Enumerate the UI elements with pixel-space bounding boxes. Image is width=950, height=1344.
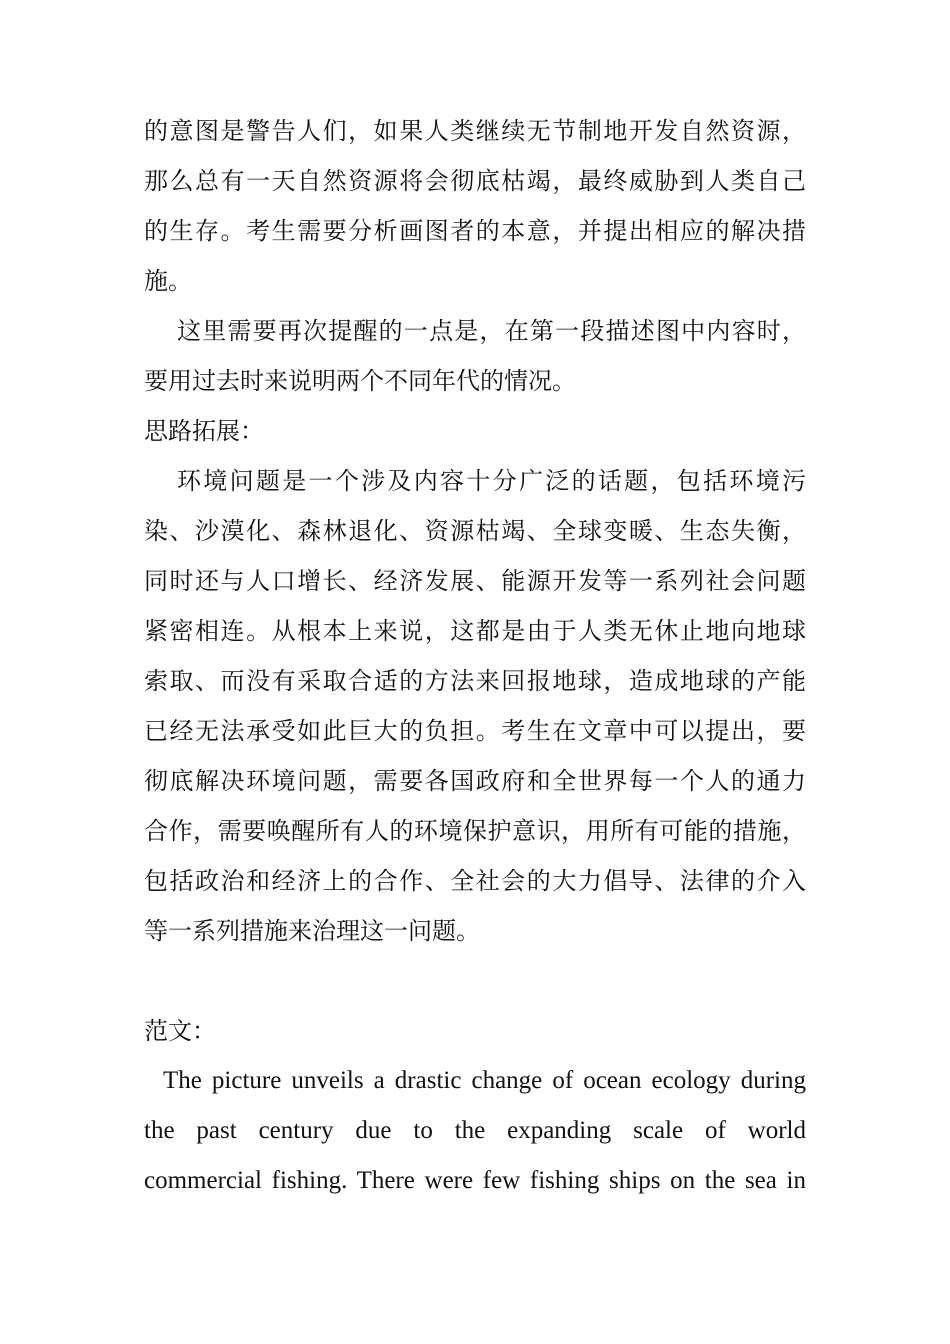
section-heading-expansion: 思路拓展： — [144, 417, 264, 445]
paragraph-line: 染、沙漠化、森林退化、资源枯竭、全球变暖、生态失衡， — [144, 517, 806, 545]
paragraph-line: 合作，需要唤醒所有人的环境保护意识，用所有可能的措施， — [144, 817, 806, 845]
sample-essay-line: commercial fishing. There were few fishing ships on the sea in — [144, 1167, 806, 1194]
paragraph-line: 索取、而没有采取合适的方法来回报地球，造成地球的产能 — [144, 667, 806, 695]
paragraph-line: 等一系列措施来治理这一问题。 — [144, 917, 480, 945]
paragraph-line: 已经无法承受如此巨大的负担。考生在文章中可以提出，要 — [144, 717, 806, 745]
paragraph-line: 的意图是警告人们，如果人类继续无节制地开发自然资源， — [144, 117, 806, 145]
paragraph-line: 的生存。考生需要分析画图者的本意，并提出相应的解决措 — [144, 217, 806, 245]
paragraph-line: 施。 — [144, 267, 192, 295]
paragraph-line: 同时还与人口增长、经济发展、能源开发等一系列社会问题 — [144, 567, 806, 595]
paragraph-line: 包括政治和经济上的合作、全社会的大力倡导、法律的介入 — [144, 867, 806, 895]
section-heading-sample: 范文： — [144, 1017, 216, 1045]
paragraph-line: 要用过去时来说明两个不同年代的情况。 — [144, 367, 576, 395]
paragraph-line: 这里需要再次提醒的一点是，在第一段描述图中内容时， — [177, 317, 806, 345]
paragraph-line: 那么总有一天自然资源将会彻底枯竭，最终威胁到人类自己 — [144, 167, 806, 195]
sample-essay-line: The picture unveils a drastic change of ocean ecology during — [163, 1067, 806, 1094]
sample-essay-line: the past century due to the expanding scale of world — [144, 1117, 806, 1144]
paragraph-line: 紧密相连。从根本上来说，这都是由于人类无休止地向地球 — [144, 617, 806, 645]
paragraph-line: 彻底解决环境问题，需要各国政府和全世界每一个人的通力 — [144, 767, 806, 795]
paragraph-line: 环境问题是一个涉及内容十分广泛的话题，包括环境污 — [177, 467, 806, 495]
